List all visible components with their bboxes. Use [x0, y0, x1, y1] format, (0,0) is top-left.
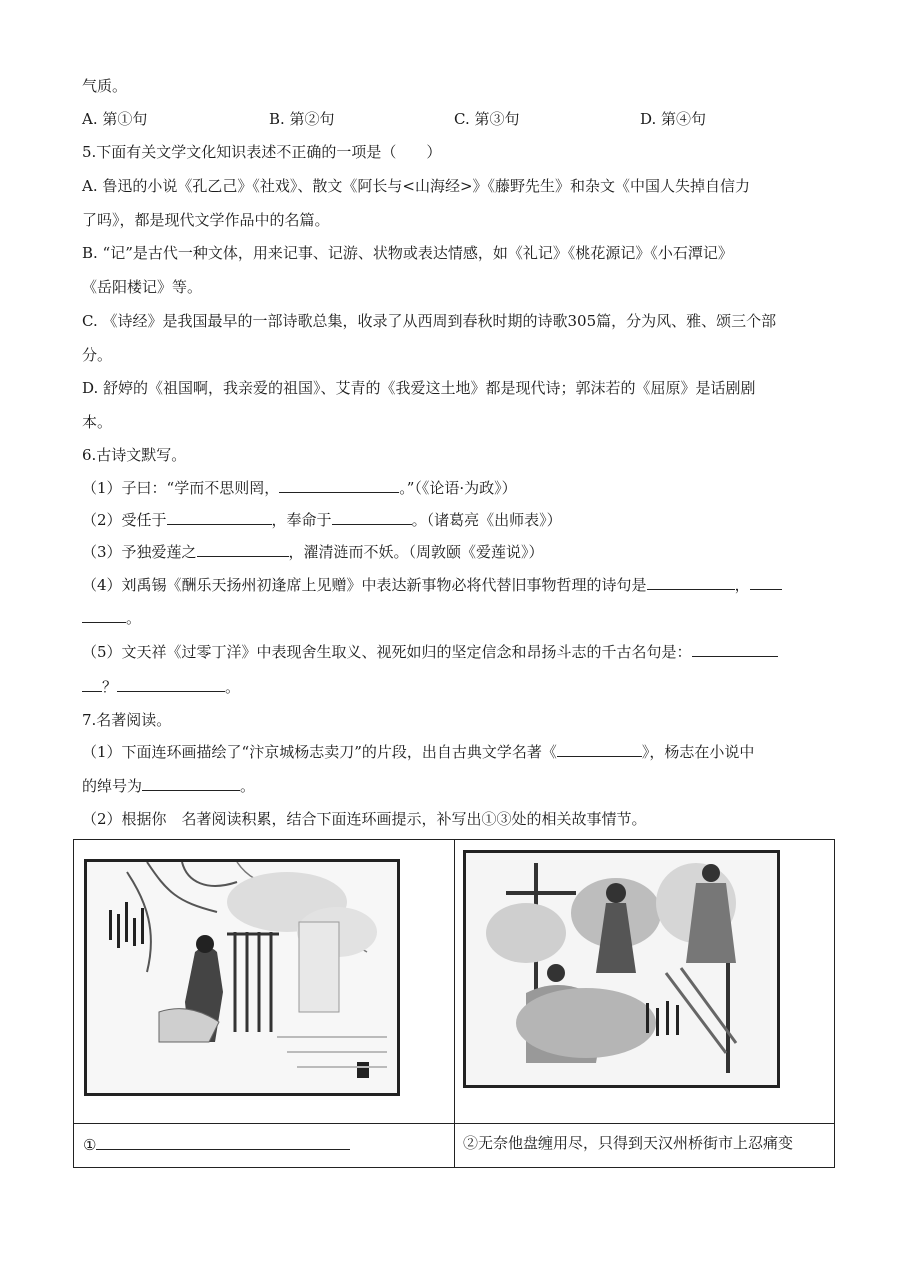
answer-blank[interactable]	[750, 575, 782, 590]
option-b: B. 第②句	[269, 110, 335, 128]
q5-option-a-line1: A. 鲁迅的小说《孔乙己》《社戏》、散文《阿长与<山海经>》《藤野先生》和杂文《中国人失掉自信力	[82, 177, 751, 195]
q7-part-1-line1: （1）下面连环画描绘了“汴京城杨志卖刀”的片段，出自古典文学名著《 》，杨志在小说中	[82, 743, 755, 761]
q6-item-1: （1）子曰：“学而不思则罔， 。”（《论语·为政》）	[82, 479, 517, 497]
answer-blank[interactable]	[96, 1135, 350, 1150]
q6-item-5-line2: ？ 。	[82, 677, 240, 697]
q6-item-4-line2: 。	[82, 608, 141, 628]
q5-option-b-line1: B. “记”是古代一种文体，用来记事、记游、状物或表达情感，如《礼记》《桃花源记》《小石潭记》	[82, 244, 733, 262]
q6-item-5-line1: （5）文天祥《过零丁洋》中表现舍生取义、视死如归的坚定信念和昂扬斗志的千古名句是：	[82, 642, 778, 662]
answer-blank[interactable]	[167, 510, 272, 525]
question-7-stem: 7.名著阅读。	[82, 711, 172, 729]
answer-blank[interactable]	[332, 510, 412, 525]
caption-1: ①	[83, 1135, 350, 1155]
question-5-stem: 5.下面有关文学文化知识表述不正确的一项是（ ）	[82, 143, 442, 161]
q6-item-4-line1: （4）刘禹锡《酬乐天扬州初逢席上见赠》中表达新事物必将代替旧事物哲理的诗句是 ，	[82, 575, 782, 595]
q7-part-2: （2）根据你 名著阅读积累，结合下面连环画提示，补写出①③处的相关故事情节。	[82, 810, 647, 828]
q6-item-3: （3）予独爱莲之 ，濯清涟而不妖。（周敦颐《爱莲说》）	[82, 543, 544, 561]
answer-blank[interactable]	[557, 742, 642, 757]
caption-2: ②无奈他盘缠用尽，只得到天汉州桥街市上忍痛变	[463, 1134, 794, 1152]
answer-blank[interactable]	[647, 575, 735, 590]
q5-option-b-line2: 《岳阳楼记》等。	[82, 278, 203, 296]
comic-drawing-2	[466, 853, 777, 1085]
option-d: D. 第④句	[640, 110, 707, 128]
answer-blank[interactable]	[142, 776, 240, 791]
question-6-stem: 6.古诗文默写。	[82, 446, 187, 464]
q5-option-a-line2: 了吗》，都是现代文学作品中的名篇。	[82, 211, 330, 229]
answer-blank[interactable]	[82, 677, 102, 692]
option-c: C. 第③句	[454, 110, 520, 128]
comic-drawing-1	[87, 862, 397, 1093]
continued-line: 气质。	[82, 77, 128, 95]
comic-illustration-1	[84, 859, 400, 1096]
answer-blank[interactable]	[692, 642, 778, 657]
answer-blank[interactable]	[197, 542, 289, 557]
q6-item-2: （2）受任于 ，奉命于 。（诸葛亮《出师表》）	[82, 511, 562, 529]
answer-blank[interactable]	[279, 478, 399, 493]
q5-option-c-line1: C. 《诗经》是我国最早的一部诗歌总集，收录了从西周到春秋时期的诗歌305篇，分为风、雅、颂三个部	[82, 312, 777, 330]
answer-blank[interactable]	[82, 608, 126, 623]
q7-part-1-line2: 的绰号为 。	[82, 777, 256, 795]
q5-option-d-line2: 本。	[82, 413, 113, 431]
option-a: A. 第①句	[82, 110, 148, 128]
answer-blank[interactable]	[117, 677, 225, 692]
q5-option-c-line2: 分。	[82, 346, 113, 364]
q5-option-d-line1: D. 舒婷的《祖国啊，我亲爱的祖国》、艾青的《我爱这土地》都是现代诗；郭沫若的《屈原》是话剧剧	[82, 379, 756, 397]
comic-illustration-2	[463, 850, 780, 1088]
